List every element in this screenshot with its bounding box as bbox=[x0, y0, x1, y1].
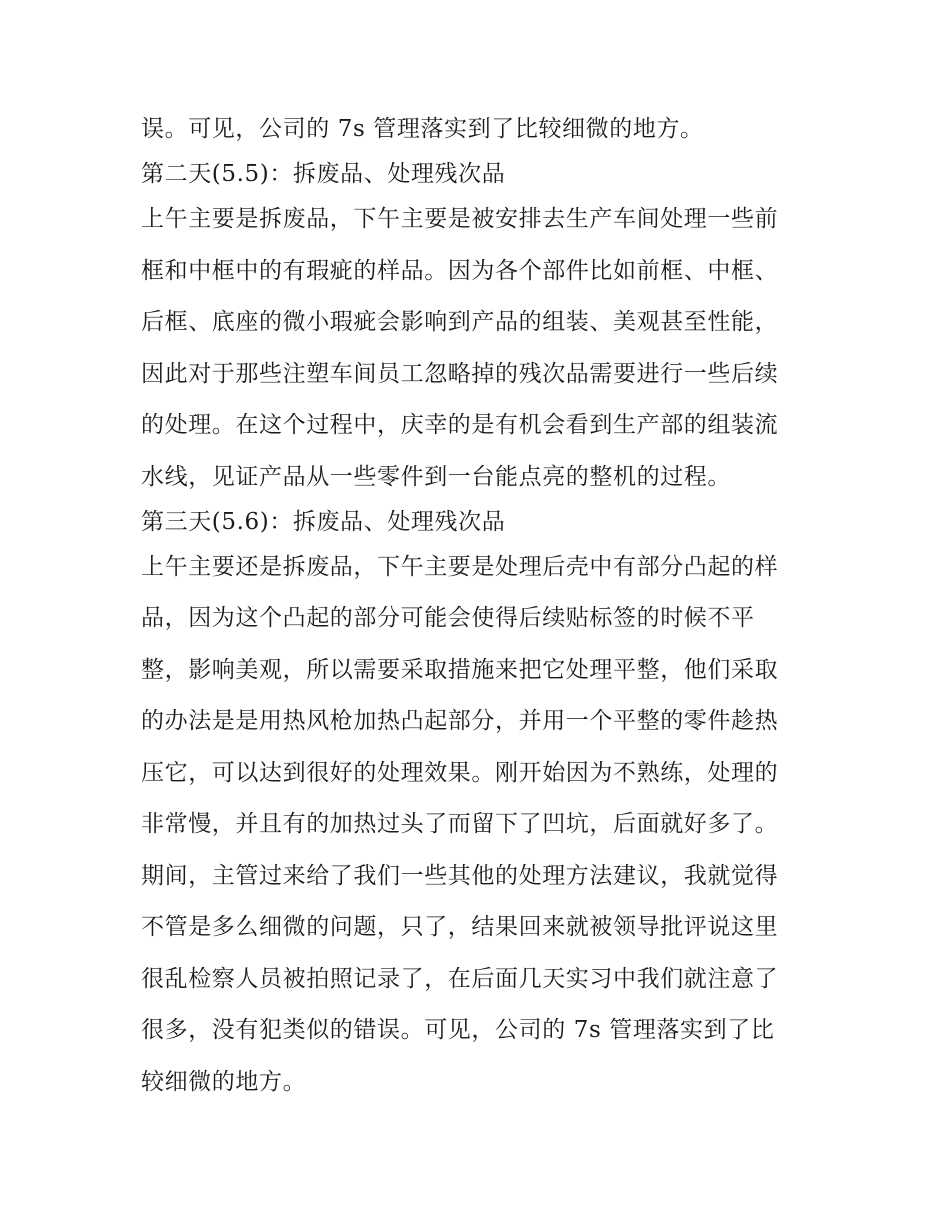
section-heading-day-three: 第三天(5.6)：拆废品、处理残次品 bbox=[141, 508, 506, 535]
text-line: 压它，可以达到很好的处理效果。刚开始因为不熟练，处理的 bbox=[141, 759, 779, 786]
text-line: 框和中框中的有瑕疵的样品。因为各个部件比如前框、中框、 bbox=[141, 257, 779, 284]
text-line: 很多，没有犯类似的错误。可见，公司的 7s 管理落实到了比 bbox=[141, 1017, 775, 1043]
text-line: 整，影响美观，所以需要采取措施来把它处理平整，他们采取 bbox=[141, 656, 779, 683]
text-line: 品，因为这个凸起的部分可能会使得后续贴标签的时候不平 bbox=[141, 605, 755, 631]
text-line: 因此对于那些注塑车间员工忽略掉的残次品需要进行一些后续 bbox=[141, 360, 779, 387]
section-heading-day-two: 第二天(5.5)：拆废品、处理残次品 bbox=[141, 161, 506, 187]
text-line: 较细微的地方。 bbox=[141, 1068, 307, 1095]
text-line: 不管是多么细微的问题，只了，结果回来就被领导批评说这里 bbox=[141, 914, 779, 940]
text-line: 误。可见，公司的 7s 管理落实到了比较细微的地方。 bbox=[141, 116, 704, 142]
text-line: 期间，主管过来给了我们一些其他的处理方法建议，我就觉得 bbox=[141, 862, 779, 889]
text-line: 很乱检察人员被拍照记录了，在后面几天实习中我们就注意了 bbox=[141, 965, 779, 992]
text-line: 后框、底座的微小瑕疵会影响到产品的组装、美观甚至性能， bbox=[141, 309, 779, 335]
text-line: 上午主要还是拆废品，下午主要是处理后壳中有部分凸起的样 bbox=[141, 553, 779, 580]
text-line: 非常慢，并且有的加热过头了而留下了凹坑，后面就好多了。 bbox=[141, 811, 779, 837]
text-line: 的办法是是用热风枪加热凸起部分，并用一个平整的零件趁热 bbox=[141, 708, 779, 734]
text-line: 水线，见证产品从一些零件到一台能点亮的整机的过程。 bbox=[141, 463, 731, 490]
text-line: 上午主要是拆废品，下午主要是被安排去生产车间处理一些前 bbox=[141, 206, 779, 232]
document-body bbox=[141, 107, 817, 1111]
text-line: 的处理。在这个过程中，庆幸的是有机会看到生产部的组装流 bbox=[141, 412, 779, 438]
